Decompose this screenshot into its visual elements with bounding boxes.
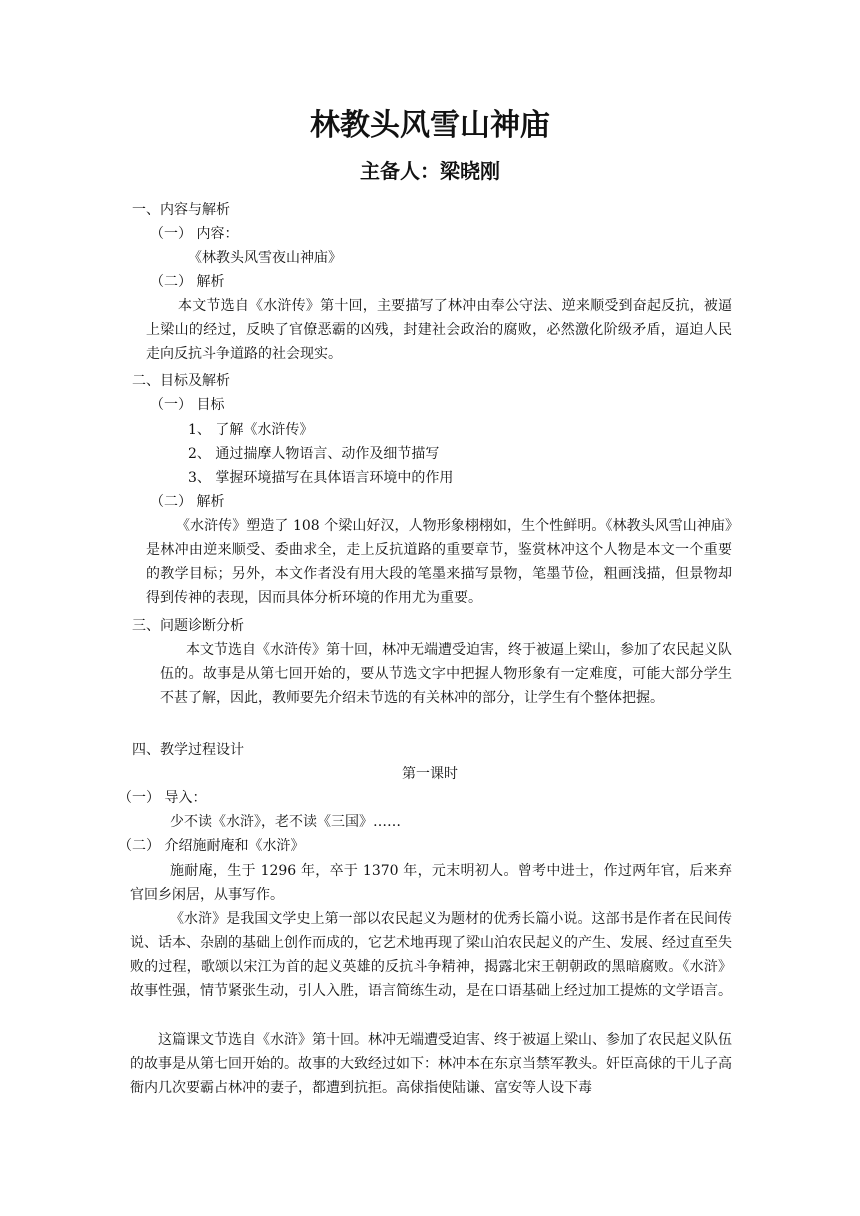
section-3-heading: 三、问题诊断分析 — [132, 618, 244, 634]
section-2-paragraph: 《水浒传》塑造了 108 个梁山好汉，人物形象栩栩如，生个性鲜明。《林教头风雪山神庙》是林冲由逆来顺受、委曲求全，走上反抗道路的重要章节，鉴赏林冲这个人物是本文一个重要的教学目标；另外，本文作者没有用大段的笔墨来描写景物，笔墨节俭，粗画浅描，但景物却得到传神的表现，因而具体分析环境的作用尤为重要。 — [146, 518, 732, 606]
document-subtitle: 主备人：梁晓刚 — [360, 159, 500, 183]
lesson-label: 第一课时 — [402, 766, 458, 782]
intro-text: 少不读《水浒》，老不读《三国》…… — [170, 814, 401, 830]
section-2-heading: 二、目标及解析 — [132, 373, 230, 389]
section-4-sub-2: （二） 介绍施耐庵和《水浒》 — [118, 838, 305, 854]
goal-item: 1、 了解《水浒传》 — [188, 422, 314, 438]
section-1-content: 《林教头风雪夜山神庙》 — [188, 250, 342, 266]
section-2-sub-1: （一） 目标 — [150, 397, 225, 413]
goal-item: 3、 掌握环境描写在具体语言环境中的作用 — [188, 470, 454, 486]
document-title: 林教头风雪山神庙 — [310, 108, 550, 143]
section-1-heading: 一、内容与解析 — [132, 202, 230, 218]
goal-item: 2、 通过揣摩人物语言、动作及细节描写 — [188, 446, 440, 462]
novel-paragraph: 《水浒》是我国文学史上第一部以农民起义为题材的优秀长篇小说。这部书是作者在民间传说、话本、杂剧的基础上创作而成的，它艺术地再现了梁山泊农民起义的产生、发展、经过直至失败的过程，歌颂以宋江为首的起义英雄的反抗斗争精神，揭露北宋王朝朝政的黑暗腐败。《水浒》故事性强，情节紧张生动，引人入胜，语言简练生动，是在口语基础上经过加工提炼的文学语言。 — [130, 911, 732, 999]
section-1-paragraph: 本文节选自《水浒传》第十回，主要描写了林冲由奉公守法、逆来顺受到奋起反抗，被逼上梁山的经过，反映了官僚恶霸的凶残，封建社会政治的腐败，必然激化阶级矛盾，逼迫人民走向反抗斗争道路的社会现实。 — [146, 298, 732, 362]
section-2-sub-2: （二） 解析 — [150, 494, 225, 510]
section-4-sub-1: （一） 导入： — [118, 790, 207, 806]
lesson-paragraph: 这篇课文节选自《水浒》第十回。林冲无端遭受迫害、终于被逼上梁山、参加了农民起义队伍的故事是从第七回开始的。故事的大致经过如下：林冲本在东京当禁军教头。奸臣高俅的干儿子高衙内几次要霸占林冲的妻子，都遭到抗拒。高俅指使陆谦、富安等人设下毒 — [130, 1032, 732, 1096]
section-1-sub-2: （二） 解析 — [150, 274, 225, 290]
section-1-sub-1: （一） 内容： — [150, 226, 239, 242]
author-paragraph: 施耐庵，生于 1296 年，卒于 1370 年，元末明初人。曾考中进士，作过两年官，后来弃官回乡闲居，从事写作。 — [130, 863, 732, 903]
section-4-heading: 四、教学过程设计 — [132, 742, 244, 758]
section-3-paragraph: 本文节选自《水浒传》第十回，林冲无端遭受迫害，终于被逼上梁山，参加了农民起义队伍的。故事是从第七回开始的，要从节选文字中把握人物形象有一定难度，可能大部分学生不甚了解，因此，教师要先介绍未节选的有关林冲的部分，让学生有个整体把握。 — [160, 642, 732, 706]
